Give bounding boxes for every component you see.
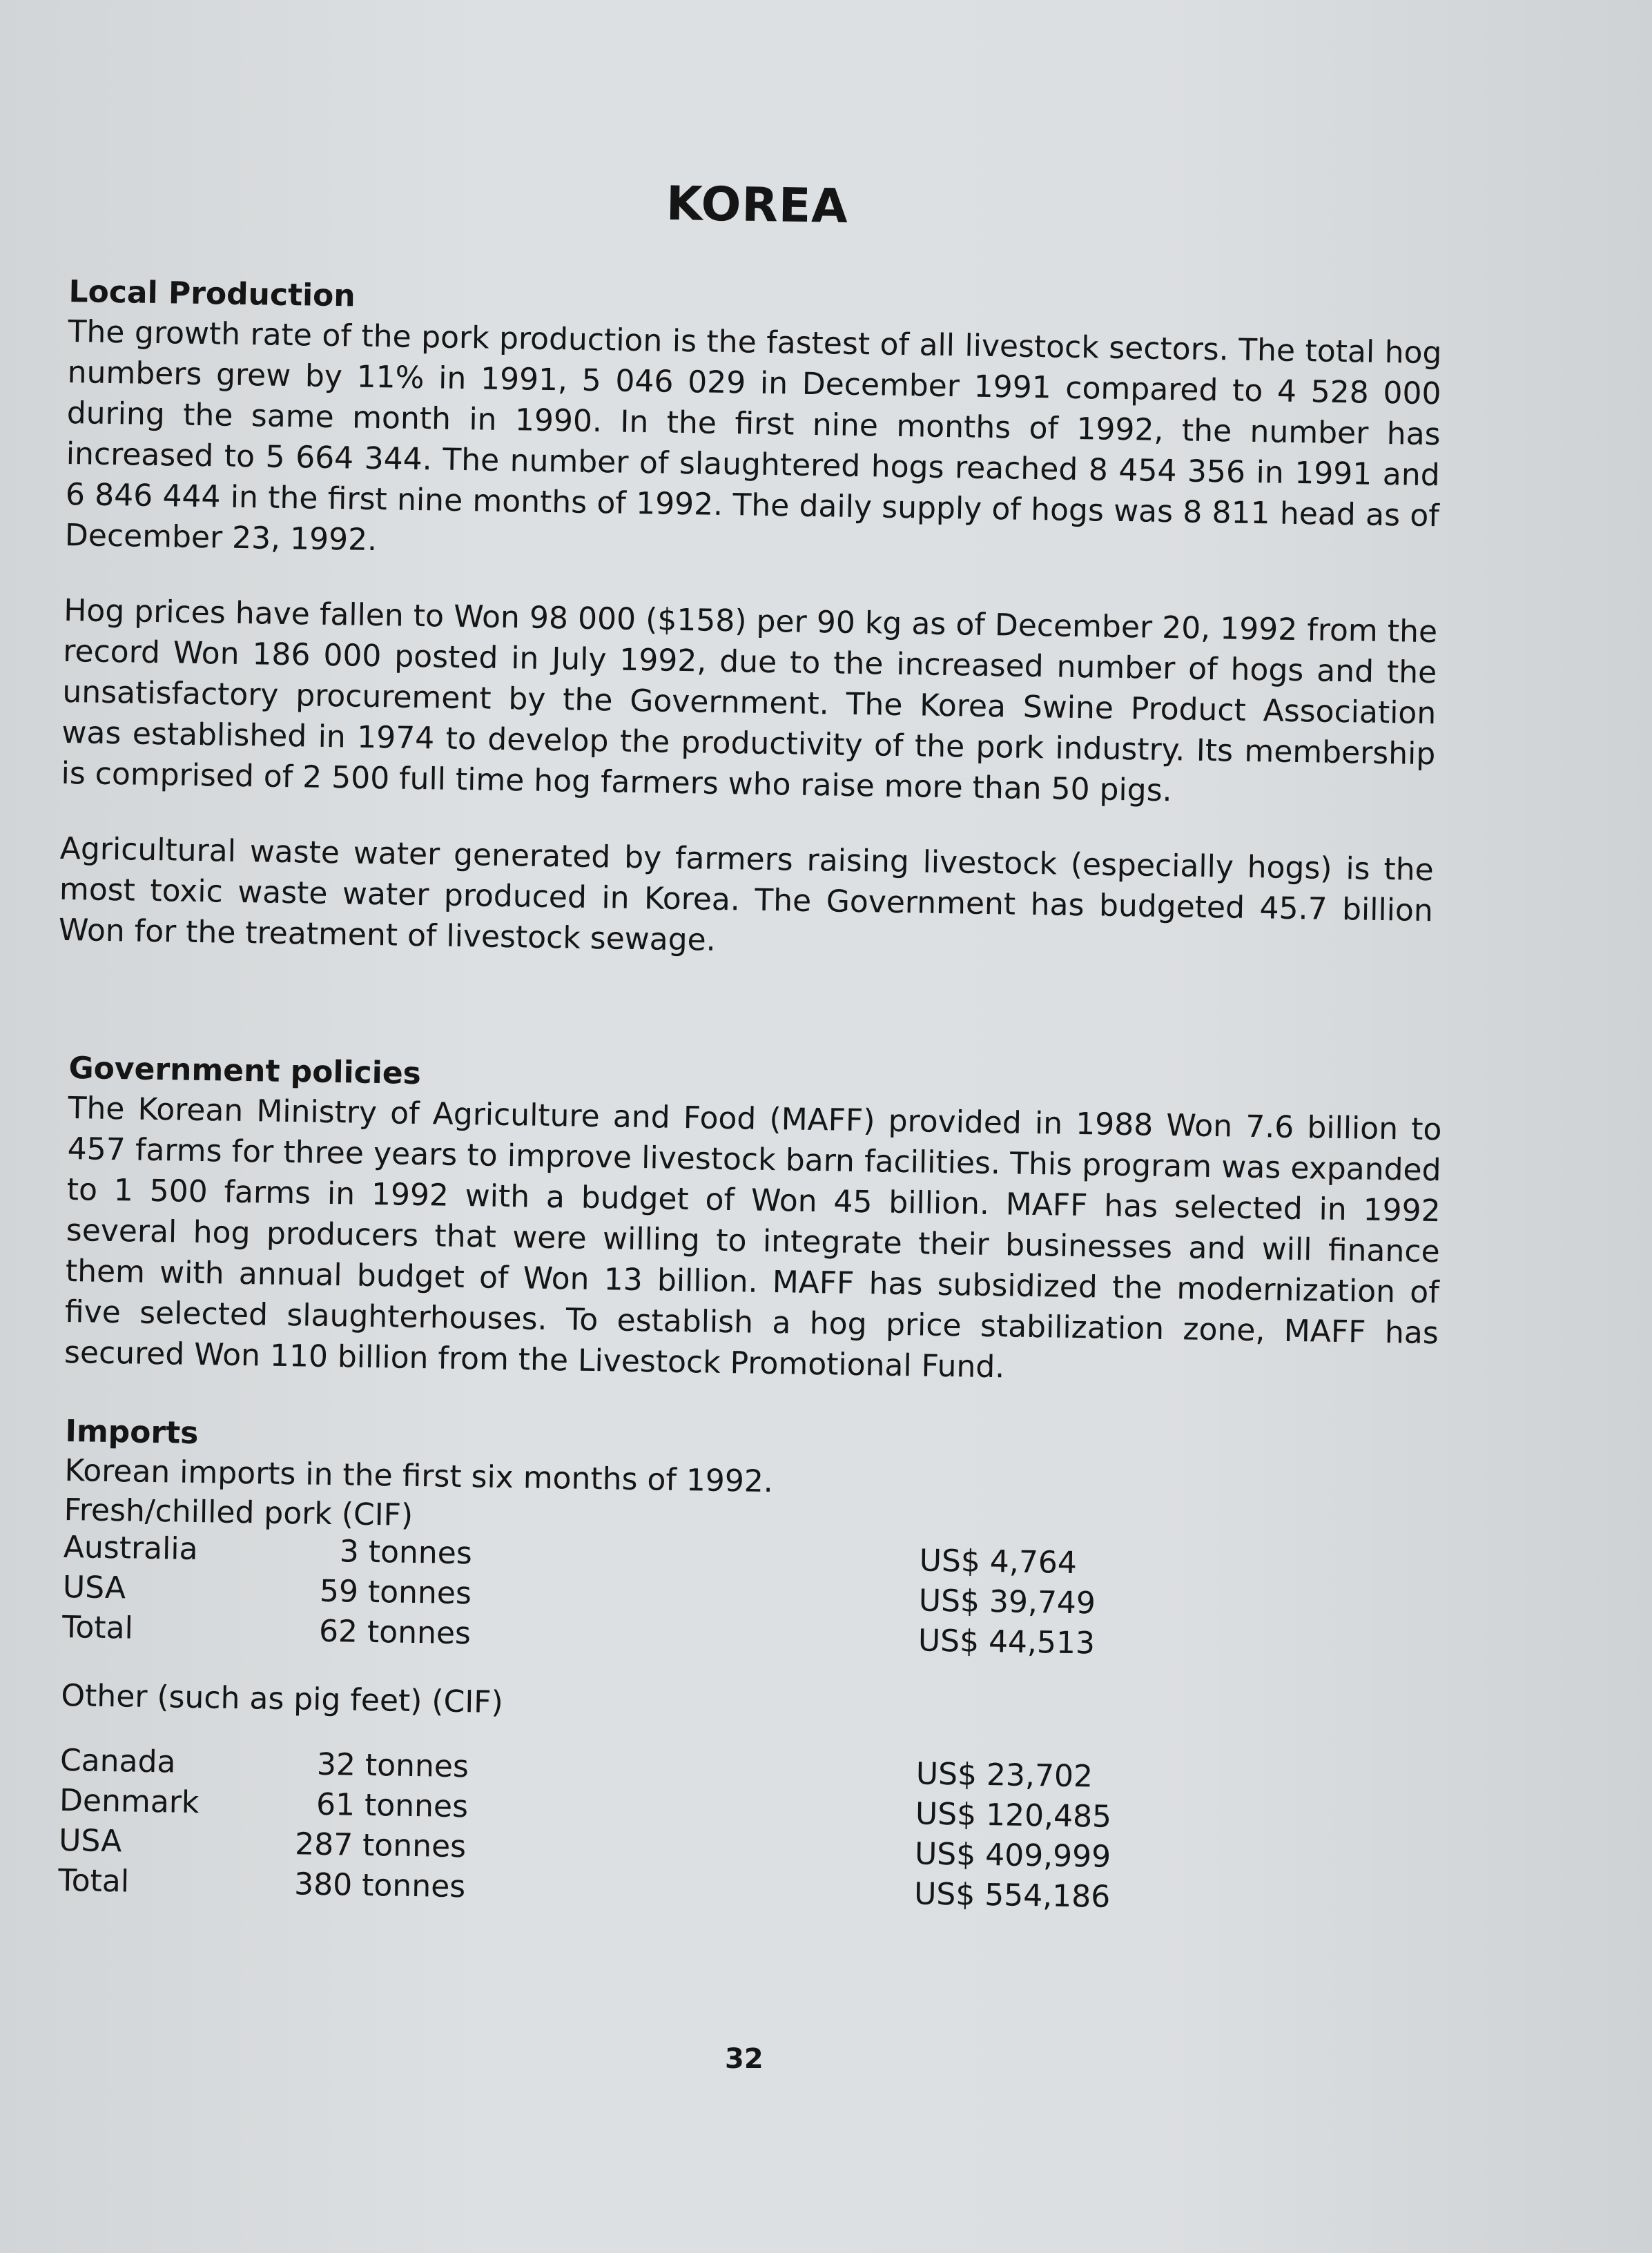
country-cell: Total (57, 1862, 130, 1900)
value-cell: US$ 23,702 (915, 1756, 1094, 1795)
country-cell: USA (62, 1569, 126, 1606)
country-cell: Australia (63, 1529, 198, 1568)
fresh-pork-heading: Fresh/chilled pork (CIF) (64, 1492, 414, 1533)
country-cell: Total (61, 1609, 134, 1646)
imports-intro: Korean imports in the first six months of 1992. (64, 1452, 774, 1500)
page-title: KOREA (665, 176, 849, 235)
local-production-section (59, 273, 1443, 972)
country-cell: USA (58, 1822, 122, 1860)
government-policies-section (64, 1049, 1443, 1394)
value-cell: US$ 4,764 (919, 1543, 1078, 1581)
value-cell: US$ 409,999 (914, 1836, 1111, 1875)
value-cell: US$ 44,513 (917, 1623, 1096, 1661)
quantity-cell: 3 tonnes (339, 1534, 473, 1572)
local-production-paragraph-2: Hog prices have fallen to Won 98 000 ($158) per 90 kg as of December 20, 1992 from the record Won 186 000 posted in July 1992, due to the increased number of hogs and the unsatisfactory procurement by the Government. The Korea Swine Product Association was established in 1974 to develop the productivity of the pork industry. Its membership is comprised of 2 500 full time hog farmers who raise more than 50 pigs. (61, 592, 1438, 809)
value-cell: US$ 39,749 (918, 1583, 1096, 1621)
local-production-heading: Local Production (68, 273, 356, 314)
imports-section (58, 1412, 1439, 1924)
quantity-cell: 380 tonnes (293, 1866, 466, 1905)
quantity-cell: 62 tonnes (318, 1613, 472, 1652)
value-cell: US$ 554,186 (913, 1876, 1111, 1915)
page-number: 32 (725, 2043, 764, 2075)
other-pork-heading: Other (such as pig feet) (CIF) (61, 1677, 504, 1721)
quantity-cell: 287 tonnes (294, 1826, 467, 1865)
local-production-paragraph-3: Agricultural waste water generated by farmers raising livestock (especially hogs) is the most toxic waste water produced in Korea. The Government has budgeted 45.7 billion Won for the treatment of livestock sewage. (58, 830, 1435, 958)
local-production-paragraph-1: The growth rate of the pork production is the fastest of all livestock sectors. The total hog numbers grew by 11% in 1991, 5 046 029 in December 1991 compared to 4 528 000 during the same month in 1990. In the first nine months of 1992, the number has increased to 5 664 344. The number of slaughtered hogs reached 8 454 356 in 1991 and 6 846 444 in the first nine months of 1992. The daily supply of hogs was 8 811 head as of December 23, 1992. (64, 313, 1442, 558)
quantity-cell: 32 tonnes (316, 1746, 469, 1785)
government-policies-paragraph: The Korean Ministry of Agriculture and Food (MAFF) provided in 1988 Won 7.6 billion to 457 farms for three years to improve livestock barn facilities. This program was expanded to 1 500 farms in 1992 with a budget of Won 45 billion. MAFF has selected in 1992 several hog producers that were willing to integrate their businesses and will finance them with annual budget of Won 13 billion. MAFF has subsidized the modernization of five selected slaughterhouses. To establish a hog price stabilization zone, MAFF has secured Won 110 billion from the Livestock Promotional Fund. (64, 1090, 1442, 1385)
fresh-pork-table (62, 1530, 1437, 1671)
other-pork-table (58, 1743, 1434, 1924)
quantity-cell: 59 tonnes (319, 1573, 472, 1612)
value-cell: US$ 120,485 (915, 1796, 1112, 1835)
government-policies-heading: Government policies (68, 1050, 422, 1092)
country-cell: Denmark (59, 1782, 200, 1821)
imports-heading: Imports (65, 1413, 199, 1452)
quantity-cell: 61 tonnes (315, 1786, 469, 1825)
country-cell: Canada (59, 1742, 176, 1780)
